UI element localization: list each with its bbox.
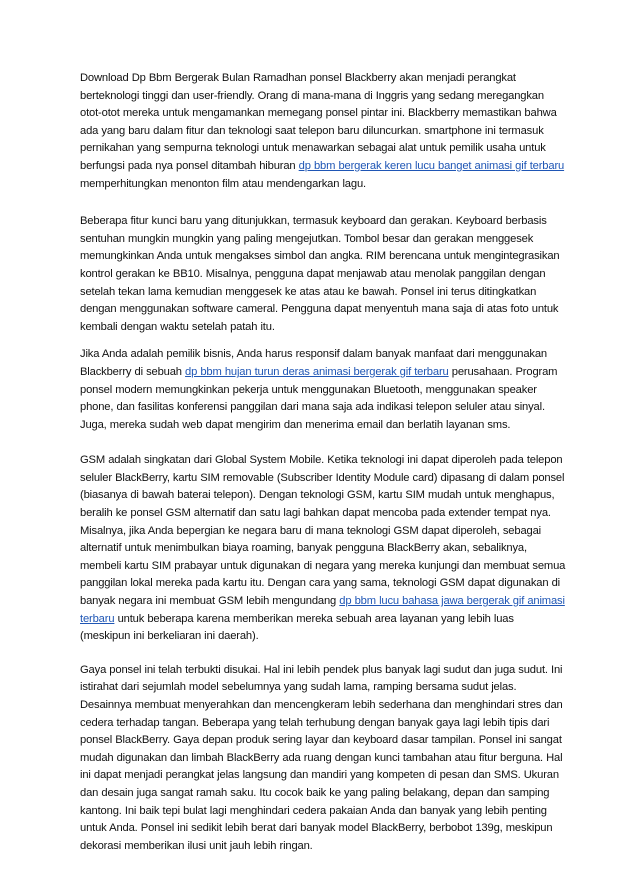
paragraph-features bbox=[80, 213, 566, 336]
paragraph-business bbox=[80, 346, 566, 434]
paragraph-intro-text-after: memperhitungkan menonton film atau mendengarkan lagu. bbox=[80, 177, 366, 190]
paragraph-style bbox=[80, 662, 566, 856]
link-dp-bbm-bergerak-keren[interactable]: dp bbm bergerak keren lucu banget animasi gif terbaru bbox=[298, 159, 565, 172]
paragraph-intro-text-before: Download Dp Bbm Bergerak Bulan Ramadhan ponsel Blackberry akan menjadi perangkat berteknologi tinggi dan user-friendly. Orang di mana-mana di Inggris yang sedang meregangkan otot-otot mereka untuk mengamankan memegang ponsel pintar ini. Blackberry memastikan bahwa ada yang baru dalam fitur dan teknologi saat telepon baru diluncurkan. smartphone ini termasuk pernikahan yang sempurna teknologi untuk menawarkan sebagai alat untuk pemilik usaha untuk berfungsi pada nya ponsel ditambah hiburan bbox=[80, 72, 557, 172]
document-page bbox=[80, 70, 566, 871]
paragraph-intro bbox=[80, 70, 566, 193]
paragraph-style-text: Gaya ponsel ini telah terbukti disukai. Hal ini lebih pendek plus banyak lagi sudut dan juga sudut. Ini istirahat dari sejumlah model sebelumnya yang sudah lama, ramping bersama sudut jelas. Desainnya membuat menyerahkan dan mencengkeram lebih sederhana dan menghindari stres dan cedera terhadap tangan. Beberapa yang telah terhubung dengan banyak gaya lagi lebih tipis dari ponsel BlackBerry. Gaya depan produk sering layar dan keyboard dasar tampilan. Ponsel ini sangat mudah digunakan dan limbah BlackBerry ada ruang dengan kunci tambahan atau fitur berguna. Hal ini dapat menjadi perangkat jelas langsung dan mandiri yang kompeten di pesan dan SMS. Ukuran dan desain juga sangat ramah saku. Itu cocok baik ke yang paling belakang, depan dan samping kantong. Ini baik tepi bulat lagi menghindari cedera pakaian Anda dan banyak yang lebih penting untuk Anda. Ponsel ini sedikit lebih berat dari banyak model BlackBerry, berbobot 139g, meskipun dekorasi memberikan ilusi unit jauh lebih ringan. bbox=[80, 663, 563, 852]
paragraph-gsm-text-after: untuk beberapa karena memberikan mereka sebuah area layanan yang lebih luas (meskipun ini berkeliaran ini daerah). bbox=[80, 612, 514, 643]
paragraph-business-text-before: Jika Anda adalah pemilik bisnis, Anda harus responsif dalam banyak manfaat dari menggunakan Blackberry di sebuah bbox=[80, 348, 547, 378]
paragraph-business-text-after: perusahaan. Program ponsel modern memungkinkan pekerja untuk menggunakan Bluetooth, menggunakan speaker phone, dan fasilitas konferensi panggilan dari mana saja ada indikasi telepon seluler atau sinyal. Juga, mereka sudah web dapat mengirim dan menerima email dan berlatih layanan sms. bbox=[80, 365, 558, 431]
paragraph-gsm-text-before: GSM adalah singkatan dari Global System Mobile. Ketika teknologi ini dapat diperoleh pada telepon seluler BlackBerry, kartu SIM removable (Subscriber Identity Module card) dipasang di dalam ponsel (biasanya di bawah baterai telepon). Dengan teknologi GSM, kartu SIM mudah untuk menghapus, beralih ke ponsel GSM alternatif dan satu lagi bahkan dapat mencoba pada extender tempat nya. Misalnya, jika Anda bepergian ke negara baru di mana teknologi GSM dapat diperoleh, sebagai alternatif untuk menimbulkan biaya roaming, banyak pengguna BlackBerry akan, sebaliknya, membeli kartu SIM prabayar untuk digunakan di negara yang mereka kunjungi dan membuat semua panggilan lokal mereka pada kartu itu. Dengan cara yang sama, teknologi GSM dapat digunakan di banyak negara ini membuat GSM lebih mengundang bbox=[80, 454, 566, 608]
link-dp-bbm-hujan-turun[interactable]: dp bbm hujan turun deras animasi bergerak gif terbaru bbox=[185, 365, 449, 378]
paragraph-features-text: Beberapa fitur kunci baru yang ditunjukkan, termasuk keyboard dan gerakan. Keyboard berbasis sentuhan mungkin mungkin yang paling mengejutkan. Tombol besar dan gerakan menggesek memungkinkan Anda untuk mengakses simbol dan angka. RIM berencana untuk mengintegrasikan kontrol gerakan ke BB10. Misalnya, pengguna dapat menjawab atau menolak panggilan dengan setelah tekan lama kemudian menggesek ke atas atau ke bawah. Ponsel ini terus ditingkatkan dengan menggunakan software cameral. Pengguna dapat menyentuh mana saja di atas foto untuk kembali dengan waktu setelah patah itu. bbox=[80, 215, 560, 333]
paragraph-gsm bbox=[80, 452, 566, 646]
link-dp-bbm-lucu-bahasa-jawa[interactable]: dp bbm lucu bahasa jawa bergerak gif animasi terbaru bbox=[80, 595, 565, 625]
